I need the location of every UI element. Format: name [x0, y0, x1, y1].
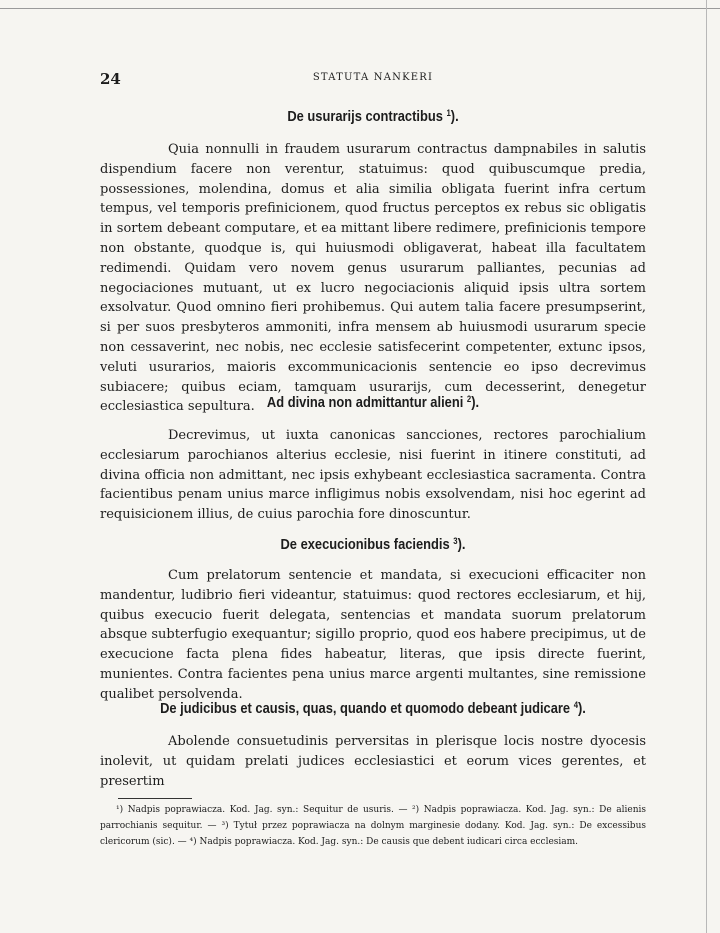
- title-suffix: ).: [471, 394, 480, 411]
- section-title-3: [138, 536, 608, 553]
- page-header: [100, 70, 646, 90]
- section-title-text: Ad divina non admittantur alieni: [266, 394, 464, 411]
- section-paragraph-3: Cum prelatorum sentencie et mandata, si execucioni efficaciter non mandentur, ludibrio fieri videantur, statuimus: quod rectores ecclesiarum, et hij, quibus execucio fuerit delegata, sentencias et mandata suorum prelatorum absque subterfugio exequantur; sigillo proprio, quod eos habere precipimus, ut de execucione facta plena fides habeatur, literas, que ipsis directe fuerint, munientes. Contra facientes pena unius marce argenti multantes, sine remissione qualibet persolvenda.: [100, 568, 646, 702]
- footnotes: ¹) Nadpis poprawiacza. Kod. Jag. syn.: Sequitur de usuris. — ²) Nadpis poprawiacza. Kod. Jag. syn.: De alienis parrochianis sequitur. — ³) Tytuł przez poprawiacza na dolnym marginesie dodany. Kod. Jag. syn.: De excessibus clericorum (sic). — ⁴) Nadpis poprawiacza. Kod. Jag. syn.: De causis que debent iudicari circa ecclesiam.: [100, 805, 646, 847]
- footnote-rule: [118, 798, 192, 799]
- running-head: STATUTA NANKERI: [312, 72, 434, 83]
- page-number: 24: [100, 70, 121, 88]
- footnote-ref: 3: [453, 536, 458, 546]
- section-paragraph-2: Decrevimus, ut iuxta canonicas sancciones, rectores parochialium ecclesiarum parochianos alterius ecclesie, nisi fuerint in itinere constituti, ad divina officia non admittant, nec ipsis exhybeant ecclesiastica sacramenta. Contra facientibus penam unius marce infligimus nobis exsolvendam, nisi hoc egerint ad requisicionem illius, de cuius parochia fore dinoscuntur.: [100, 428, 646, 523]
- section-title-text: De judicibus et causis, quas, quando et quomodo debeant judicare: [160, 700, 571, 717]
- footnote-ref: 1: [446, 108, 451, 118]
- title-suffix: ).: [457, 536, 466, 553]
- section-paragraph-1: Quia nonnulli in fraudem usurarum contractus dampnabiles in salutis dispendium facere non verentur, statuimus: quod quibuscumque predia, possessiones, molendina, domus et alia similia obligata fuerint infra certum tempus, vel temporis prefinicionem, quod fructus perceptos ex rebus sic obligatis in sortem debeant computare, et ea mittant libere redimere, prefinicionis tempore non obstante, quodque is, qui huiusmodi obligaverat, habeat illa facultatem redimendi. Quidam vero novem genus usurarum palliantes, pecunias ad negociaciones mutuant, ut ex lucro negociacionis aliquid ipsis ultra sortem exsolvatur. Quod omnino fieri prohibemus. Qui autem talia facere presumpserint, si per suos presbyteros ammoniti, infra mensem ab huiusmodi usurarum specie non cessaverint, nec nobis, nec ecclesie satisfecerint competenter, extunc ipsos, veluti usurarios, maioris excommunicacionis sentencie eo ipso decrevimus subiacere; quibus eciam, tamquam usurarijs, cum decesserint, denegetur ecclesiastica sepultura.: [100, 142, 646, 415]
- title-suffix: ).: [450, 108, 459, 125]
- section-title-4: [138, 700, 608, 717]
- page-edge-right: [706, 0, 707, 933]
- section-title-text: De usurarijs contractibus: [287, 108, 443, 125]
- section-paragraph-4: Abolende consuetudinis perversitas in plerisque locis nostre dyocesis inolevit, ut quidam prelati judices ecclesiastici et eorum vices gerentes, et presertim: [100, 734, 646, 789]
- page-edge-top: [0, 8, 720, 9]
- footnote-ref: 2: [466, 394, 472, 404]
- section-title-text: De execucionibus faciendis: [280, 536, 450, 553]
- title-suffix: ).: [578, 700, 586, 717]
- section-title-2: [138, 394, 608, 411]
- footnote-ref: 4: [573, 700, 579, 710]
- section-title-1: [138, 108, 608, 125]
